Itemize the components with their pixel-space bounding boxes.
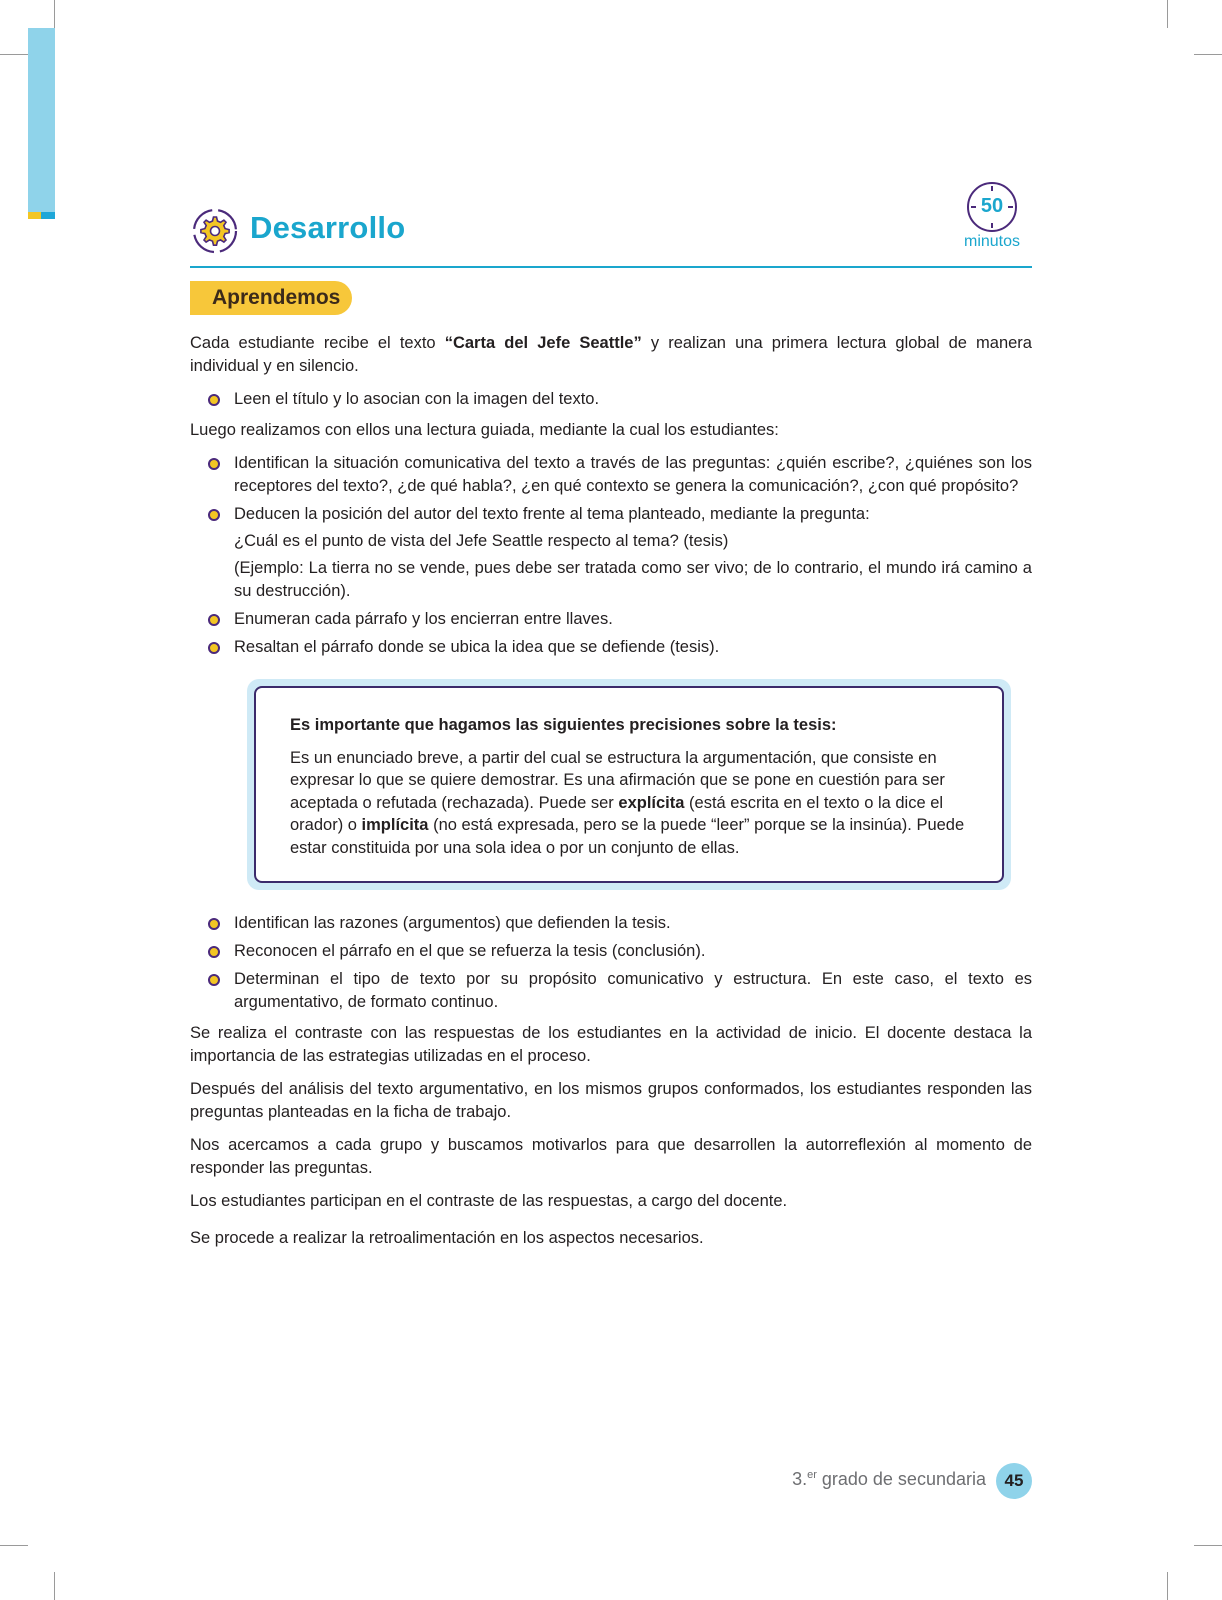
bullet-icon [208,642,220,654]
crop-mark [1167,1572,1168,1600]
grade-label: 3.$^{er}$ grado de secundaria [792,1469,986,1489]
list-item: Leen el título y lo asocian con la imagen del texto. [190,388,1032,411]
paragraph: Se procede a realizar la retroalimentación en los aspectos necesarios. [190,1229,704,1247]
page-footer [732,1463,1032,1499]
crop-mark [1194,54,1222,55]
list-subtext: (Ejemplo: La tierra no se vende, pues debe ser tratada como ser vivo; de lo contrario, el mundo irá camino a su destrucción). [234,559,1032,600]
paragraph: Después del análisis del texto argumentativo, en los mismos grupos conformados, los estudiantes responden las preguntas planteadas en la ficha de trabajo. [190,1080,1032,1121]
gear-icon [190,206,240,256]
callout-inner [254,686,1004,883]
list-item: Deducen la posición del autor del texto frente al tema planteado, mediante la pregunta: ¿Cuál es el punto de vista del Jefe Seattle respecto al tema? (tesis) (Ejemplo: La tierra no se vende, pues debe ser tratada como ser vivo; de lo contrario, el mundo irá camino a su destrucción). [190,503,1032,603]
header-rule [190,266,1032,268]
list-item: Enumeran cada párrafo y los encierran entre llaves. [190,608,1032,631]
paragraph: Se realiza el contraste con las respuestas de los estudiantes en la actividad de inicio. El docente destaca la importancia de las estrategias utilizadas en el proceso. [190,1024,1032,1065]
list-item: Identifican las razones (argumentos) que defienden la tesis. [190,912,1032,935]
crop-mark [1167,0,1168,28]
bullet-icon [208,918,220,930]
section-header [190,195,1032,270]
bullet-icon [208,946,220,958]
stopwatch-icon [967,182,1017,232]
list-subtext: ¿Cuál es el punto de vista del Jefe Seattle respecto al tema? (tesis) [234,532,729,550]
side-accent-blue [41,212,55,219]
subsection-pill [190,281,352,315]
side-accent-bar [28,28,55,212]
bullet-icon [208,614,220,626]
list-item: Resaltan el párrafo donde se ubica la idea que se defiende (tesis). [190,636,1032,659]
section-title: Desarrollo [250,210,406,245]
list-item: Reconocen el párrafo en el que se refuerza la tesis (conclusión). [190,940,1032,963]
bullet-icon [208,509,220,521]
bullet-list [190,912,1032,1014]
callout-box [247,679,1011,890]
page-number: 45 [996,1463,1032,1499]
timer-label: minutos [963,233,1021,250]
callout-text: Es un enunciado breve, a partir del cual se estructura la argumentación, que consiste en expresar lo que se quiere demostrar. Es una afirmación que se pone en cuestión para ser aceptada o refutada (rechazada). Puede ser explícita (está escrita en el texto o la dice el orador) o implícita (no está expresada, pero se la puede “leer” porque se la insinúa). Puede estar constituida por una sola idea o por un conjunto de ellas. [290,748,965,857]
side-accent-yellow [28,212,41,219]
crop-mark [54,0,55,28]
paragraph: Nos acercamos a cada grupo y buscamos motivarlos para que desarrollen la autorreflexión al momento de responder las preguntas. [190,1136,1032,1177]
callout-title: Es importante que hagamos las siguientes precisiones sobre la tesis: [290,716,837,734]
intro-paragraph: Cada estudiante recibe el texto “Carta del Jefe Seattle” y realizan una primera lectura global de manera individual y en silencio. [190,334,1032,375]
bullet-list [190,452,1032,659]
timer-minutes: 50 [980,195,1004,217]
subsection-label: Aprendemos [212,286,341,309]
bullet-icon [208,974,220,986]
crop-mark [0,54,28,55]
bullet-icon [208,394,220,406]
crop-mark [1194,1545,1222,1546]
bullet-icon [208,458,220,470]
paragraph: Luego realizamos con ellos una lectura guiada, mediante la cual los estudiantes: [190,421,779,439]
list-item: Determinan el tipo de texto por su propósito comunicativo y estructura. En este caso, el texto es argumentativo, de formato continuo. [190,968,1032,1014]
bullet-list [190,388,1032,411]
list-item: Identifican la situación comunicativa del texto a través de las preguntas: ¿quién escribe?, ¿quiénes son los receptores del texto?, ¿de qué habla?, ¿en qué contexto se genera la comunicación?, ¿con qué propósito? [190,452,1032,498]
timer-badge [952,182,1032,251]
crop-mark [54,1572,55,1600]
crop-mark [0,1545,28,1546]
main-content [190,332,1032,1260]
paragraph: Los estudiantes participan en el contraste de las respuestas, a cargo del docente. [190,1192,788,1210]
